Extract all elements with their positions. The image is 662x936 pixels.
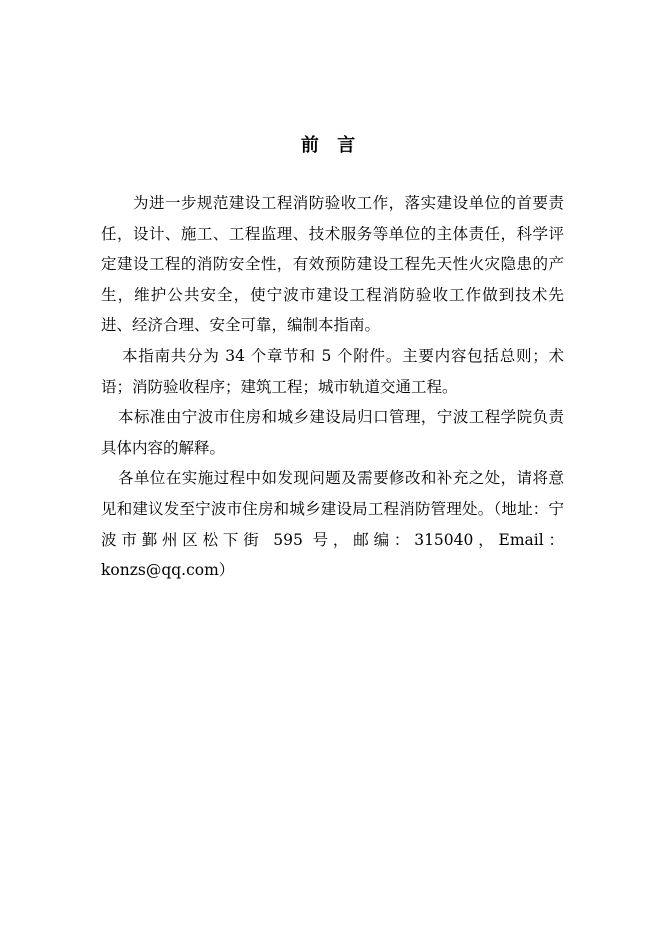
document-body	[101, 188, 564, 586]
document-title: 前 言	[300, 135, 362, 156]
paragraph-structure: 本指南共分为 34 个章节和 5 个附件。主要内容包括总则；术语；消防验收程序；建筑工程；城市轨道交通工程。	[101, 346, 564, 396]
paragraph-feedback: 各单位在实施过程中如发现问题及需要修改和补充之处，请将意见和建议发至宁波市住房和城乡建设局工程消防管理处。（地址：宁波市鄞州区松下街 595 号，邮编：315040，Email：konzs@qq.com）	[101, 469, 564, 580]
paragraph-purpose: 为进一步规范建设工程消防验收工作，落实建设单位的首要责任，设计、施工、工程监理、技术服务等单位的主体责任，科学评定建设工程的消防安全性，有效预防建设工程先天性火灾隐患的产生，维护公共安全，使宁波市建设工程消防验收工作做到技术先进、经济合理、安全可靠，编制本指南。	[101, 194, 564, 335]
paragraph-management: 本标准由宁波市住房和城乡建设局归口管理，宁波工程学院负责具体内容的解释。	[101, 408, 564, 457]
